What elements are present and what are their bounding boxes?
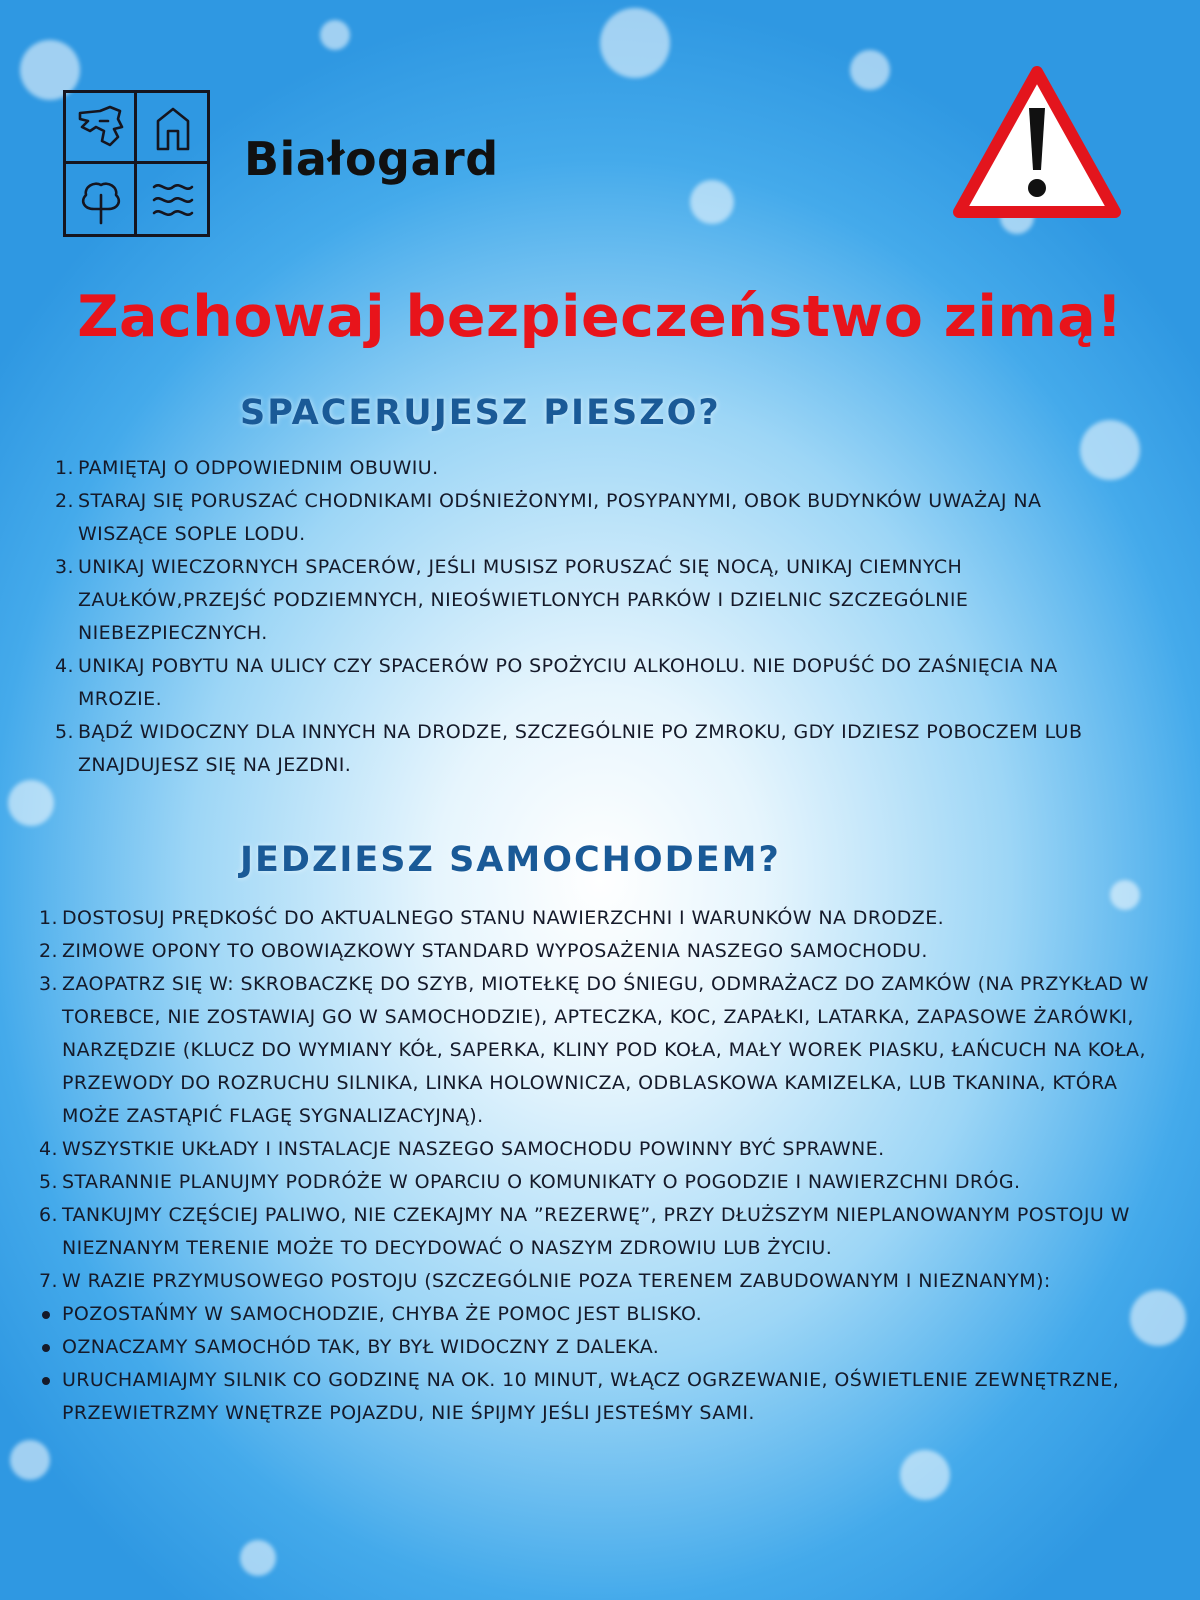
list-number: 1.: [55, 457, 74, 479]
list-number: 2.: [55, 490, 74, 512]
city-logo: [63, 90, 210, 237]
bullet-icon: [42, 1377, 50, 1385]
list-item: [39, 1133, 1169, 1166]
list-item: [39, 1298, 1169, 1331]
warning-triangle-icon: [952, 66, 1122, 222]
list-item-text: PAMIĘTAJ O ODPOWIEDNIM OBUWIU.: [78, 457, 439, 479]
list-item: [39, 1199, 1169, 1265]
list-item-text: POZOSTAŃMY W SAMOCHODZIE, CHYBA ŻE POMOC JEST BLISKO.: [62, 1303, 703, 1325]
list-item: [55, 485, 1135, 551]
list-number: 5.: [39, 1171, 58, 1193]
list-item-text: URUCHAMIAJMY SILNIK CO GODZINĘ NA OK. 10 MINUT, WŁĄCZ OGRZEWANIE, OŚWIETLENIE ZEWNĘTRZNE, PRZEWIETRZMY WNĘTRZE POJAZDU, NIE ŚPIJMY JEŚLI JESTEŚMY SAMI.: [62, 1369, 1120, 1424]
list-number: 1.: [39, 907, 58, 929]
list-item: [55, 716, 1135, 782]
list-item-text: ZIMOWE OPONY TO OBOWIĄZKOWY STANDARD WYPOSAŻENIA NASZEGO SAMOCHODU.: [62, 940, 928, 962]
list-item-text: STARAJ SIĘ PORUSZAĆ CHODNIKAMI ODŚNIEŻONYMI, POSYPANYMI, OBOK BUDYNKÓW UWAŻAJ NA WISZĄCE SOPLE LODU.: [78, 490, 1042, 545]
list-number: 6.: [39, 1204, 58, 1226]
list-item: [39, 1331, 1169, 1364]
bullet-icon: [42, 1344, 50, 1352]
list-item: [39, 1265, 1169, 1298]
list-number: 5.: [55, 721, 74, 743]
waves-icon: [146, 173, 200, 227]
list-number: 3.: [55, 556, 74, 578]
driving-tips-list: [39, 902, 1169, 1430]
walking-tips-list: [55, 452, 1135, 782]
house-icon: [146, 101, 200, 155]
list-number: 3.: [39, 973, 58, 995]
list-item-text: UNIKAJ WIECZORNYCH SPACERÓW, JEŚLI MUSISZ PORUSZAĆ SIĘ NOCĄ, UNIKAJ CIEMNYCH ZAUŁKÓW,PRZEJŚĆ PODZIEMNYCH, NIEOŚWIETLONYCH PARKÓW I DZIELNIC SZCZEGÓLNIE NIEBEZPIECZNYCH.: [78, 556, 969, 644]
list-number: 4.: [55, 655, 74, 677]
list-item: [55, 650, 1135, 716]
list-number: 4.: [39, 1138, 58, 1160]
brand-name: Białogard: [244, 132, 499, 186]
list-item: [39, 935, 1169, 968]
list-item: [39, 1166, 1169, 1199]
list-item: [55, 551, 1135, 650]
section-title-driving: JEDZIESZ SAMOCHODEM?: [240, 840, 781, 880]
list-item-text: ZAOPATRZ SIĘ W: SKROBACZKĘ DO SZYB, MIOTEŁKĘ DO ŚNIEGU, ODMRAŻACZ DO ZAMKÓW (NA PRZYKŁAD W TOREBCE, NIE ZOSTAWIAJ GO W SAMOCHODZIE), APTECZKA, KOC, ZAPAŁKI, LATARKA, ZAPASOWE ŻARÓWKI, NARZĘDZIE (KLUCZ DO WYMIANY KÓŁ, SAPERKA, KLINY POD KOŁA, MAŁY WOREK PIASKU, ŁAŃCUCH NA KOŁA, PRZEWODY DO ROZRUCHU SILNIKA, LINKA HOLOWNICZA, ODBLASKOWA KAMIZELKA, LUB TKANINA, KTÓRA MOŻE ZASTĄPIĆ FLAGĘ SYGNALIZACYJNĄ).: [62, 973, 1149, 1127]
list-item-text: W RAZIE PRZYMUSOWEGO POSTOJU (SZCZEGÓLNIE POZA TERENEM ZABUDOWANYM I NIEZNANYM):: [62, 1270, 1051, 1292]
list-item: [55, 452, 1135, 485]
tree-icon: [74, 173, 128, 227]
list-item: [39, 902, 1169, 935]
list-item-text: BĄDŹ WIDOCZNY DLA INNYCH NA DRODZE, SZCZEGÓLNIE PO ZMROKU, GDY IDZIESZ POBOCZEM LUB ZNAJDUJESZ SIĘ NA JEZDNI.: [78, 721, 1083, 776]
page-title: Zachowaj bezpieczeństwo zimą!: [77, 284, 1123, 350]
list-number: 7.: [39, 1270, 58, 1292]
list-item-text: DOSTOSUJ PRĘDKOŚĆ DO AKTUALNEGO STANU NAWIERZCHNI I WARUNKÓW NA DRODZE.: [62, 907, 945, 929]
list-number: 2.: [39, 940, 58, 962]
list-item: [39, 1364, 1169, 1430]
list-item-text: WSZYSTKIE UKŁADY I INSTALACJE NASZEGO SAMOCHODU POWINNY BYĆ SPRAWNE.: [62, 1138, 885, 1160]
section-title-walking: SPACERUJESZ PIESZO?: [240, 393, 721, 433]
list-item-text: OZNACZAMY SAMOCHÓD TAK, BY BYŁ WIDOCZNY Z DALEKA.: [62, 1336, 660, 1358]
bullet-icon: [42, 1311, 50, 1319]
list-item-text: STARANNIE PLANUJMY PODRÓŻE W OPARCIU O KOMUNIKATY O POGODZIE I NAWIERZCHNI DRÓG.: [62, 1171, 1021, 1193]
list-item: [39, 968, 1169, 1133]
list-item-text: TANKUJMY CZĘŚCIEJ PALIWO, NIE CZEKAJMY NA ”REZERWĘ”, PRZY DŁUŻSZYM NIEPLANOWANYM POSTOJU W NIEZNANYM TERENIE MOŻE TO DECYDOWAĆ O NASZYM ZDROWIU LUB ŻYCIU.: [62, 1204, 1130, 1259]
list-item-text: UNIKAJ POBYTU NA ULICY CZY SPACERÓW PO SPOŻYCIU ALKOHOLU. NIE DOPUŚĆ DO ZAŚNIĘCIA NA MROZIE.: [78, 655, 1058, 710]
lion-icon: [74, 101, 128, 155]
